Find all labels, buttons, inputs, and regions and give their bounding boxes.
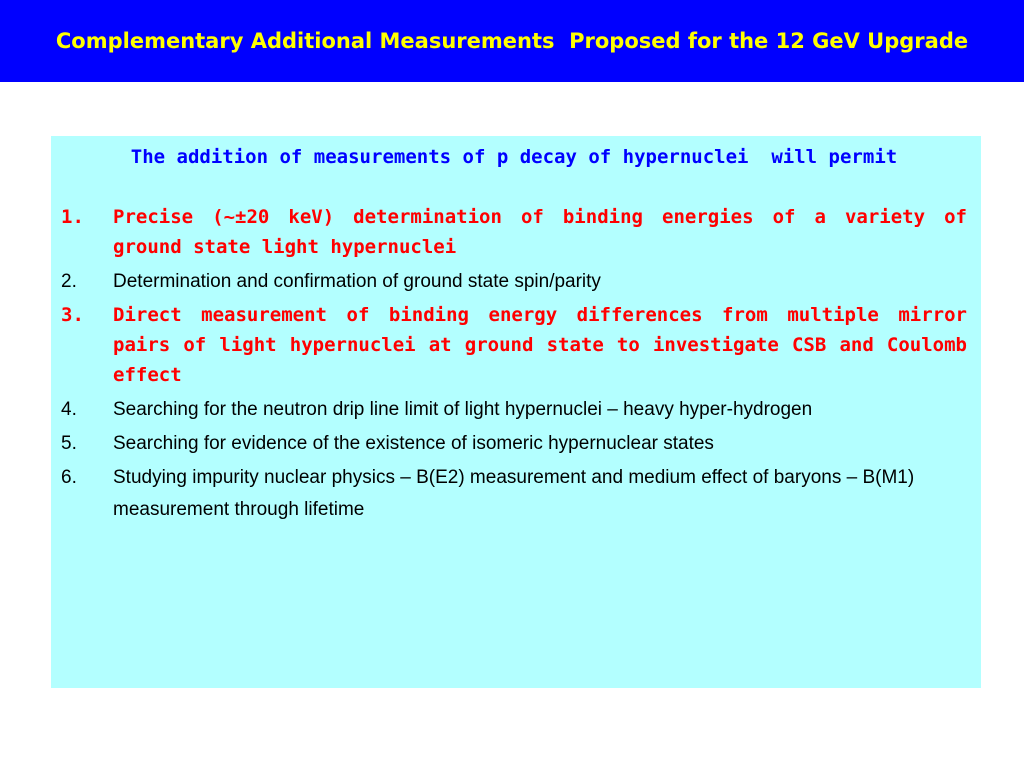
list-item-text: Direct measurement of binding energy differences from multiple mirror pairs of light hypernuclei at ground state to investigate CSB and Coulomb effect [113,304,967,386]
list-item [61,202,967,262]
list-item-number: 5. [61,433,77,454]
list-item [61,266,967,298]
list-item-text: Searching for evidence of the existence of isomeric hypernuclear states [113,433,714,454]
intro-text: The addition of measurements of p decay of hypernuclei will permit [130,146,898,168]
list-item-text: Searching for the neutron drip line limit of light hypernuclei – heavy hyper-hydrogen [113,399,813,420]
title-bar [0,0,1024,82]
list-item-number: 1. [61,206,84,228]
measurement-list [61,202,967,526]
list-item-text: Precise (~±20 keV) determination of binding energies of a variety of ground state light hypernuclei [113,206,967,258]
slide-title: Complementary Additional Measurements Proposed for the 12 GeV Upgrade [55,29,969,53]
list-item-number: 3. [61,304,84,326]
content-box [51,136,981,688]
list-item-text: Studying impurity nuclear physics – B(E2) measurement and medium effect of baryons – B(M1) measurement through lifetime [113,467,915,520]
list-item [61,462,967,526]
list-item [61,300,967,390]
list-item-number: 6. [61,467,77,488]
list-item-number: 4. [61,399,77,420]
list-item [61,394,967,426]
list-item [61,428,967,460]
list-item-text: Determination and confirmation of ground state spin/parity [113,271,601,292]
list-item-number: 2. [61,271,77,292]
